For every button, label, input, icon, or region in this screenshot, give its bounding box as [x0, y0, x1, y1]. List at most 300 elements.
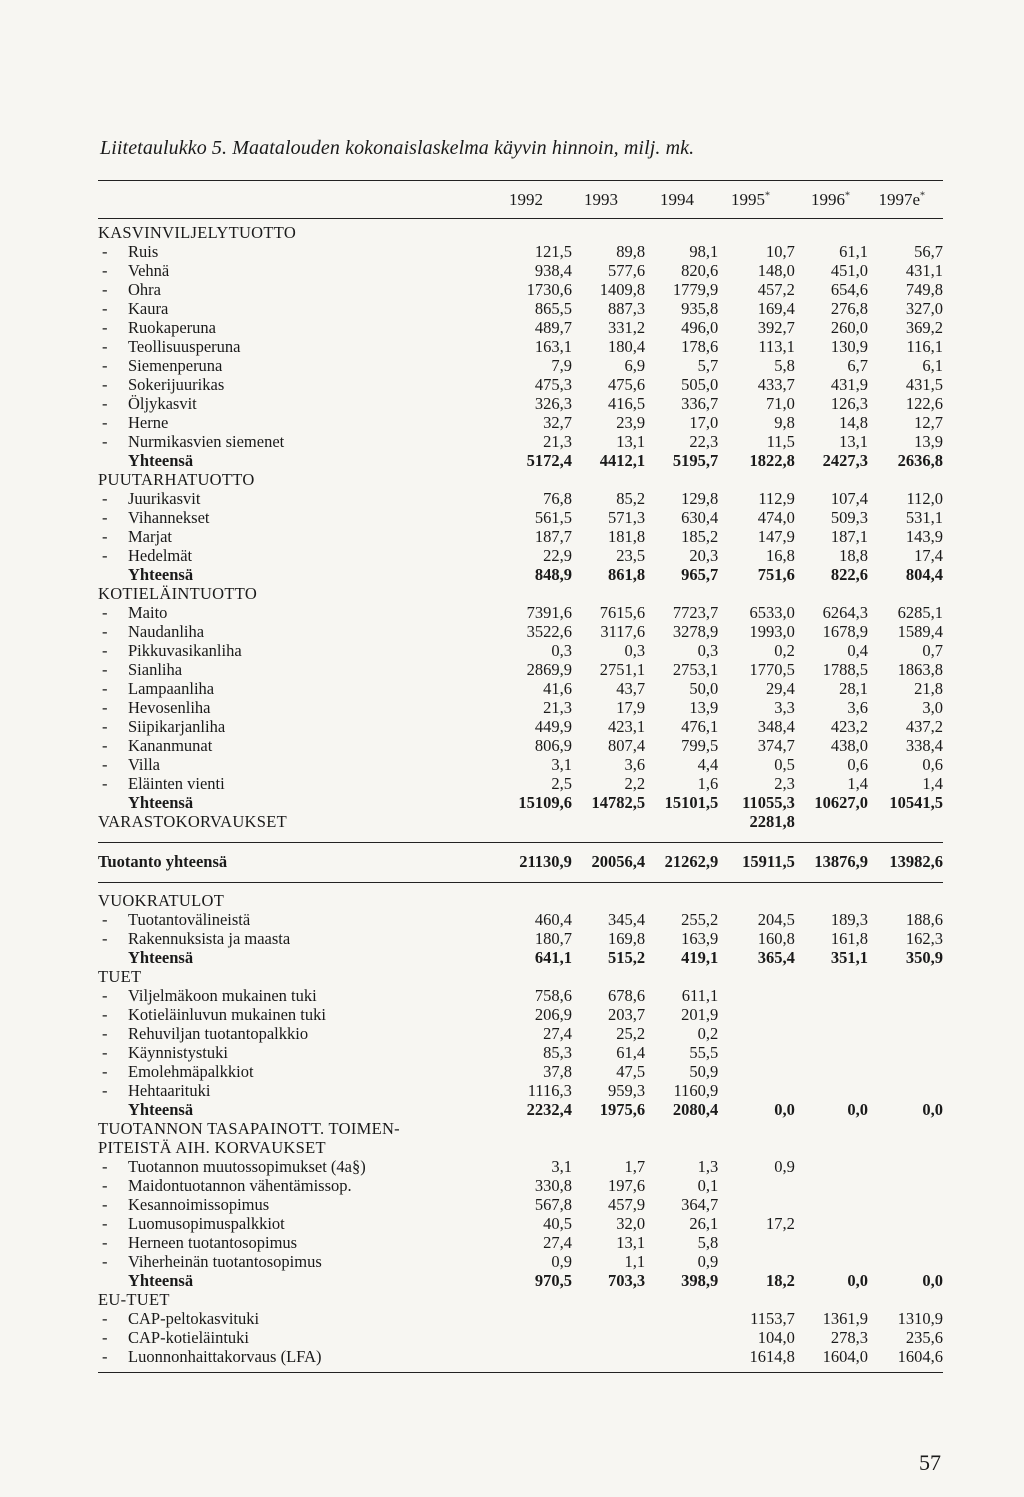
value-cell: 330,8: [534, 1176, 572, 1195]
value-cell: [795, 1290, 868, 1309]
data-table: [98, 223, 943, 1366]
row-label: Luomusopimuspalkkiot: [128, 1214, 285, 1233]
row-label: Rehuviljan tuotantopalkkio: [128, 1024, 309, 1043]
value-cell: 56,7: [914, 242, 943, 261]
row-label: Teollisuusperuna: [128, 337, 241, 356]
value-cell: [645, 891, 718, 910]
value-cell: [718, 1252, 795, 1271]
value-cell: 6264,3: [822, 603, 869, 622]
value-cell: 0,1: [697, 1176, 719, 1195]
value-cell: 2,3: [774, 774, 795, 793]
value-cell: [718, 1138, 795, 1157]
value-cell: 331,2: [607, 318, 646, 337]
value-cell: 0,7: [922, 641, 943, 660]
value-cell: 17,4: [914, 546, 943, 565]
value-cell: 423,2: [830, 717, 869, 736]
value-cell: [645, 584, 718, 603]
value-cell: 16,8: [765, 546, 795, 565]
value-cell: 11,5: [766, 432, 795, 451]
row-label: VARASTOKORVAUKSET: [98, 812, 287, 831]
value-cell: 0,9: [551, 1252, 572, 1271]
value-cell: [795, 1157, 868, 1176]
value-cell: 431,1: [905, 261, 943, 280]
value-cell: [868, 1176, 943, 1195]
value-cell: 47,5: [616, 1062, 646, 1081]
value-cell: [572, 470, 645, 489]
value-cell: 98,1: [689, 242, 719, 261]
table-row: - Luonnonhaittakorvaus (LFA) 1614,8 1604,0 1604,6: [102, 1347, 943, 1366]
value-cell: 197,6: [607, 1176, 646, 1195]
value-cell: [795, 1252, 868, 1271]
value-cell: 278,3: [830, 1328, 869, 1347]
value-cell: 14,8: [839, 413, 869, 432]
value-cell: 1153,7: [750, 1309, 795, 1328]
section-heading-row: [98, 223, 943, 242]
value-cell: 21,3: [543, 432, 572, 451]
value-cell: 3,1: [551, 755, 572, 774]
value-cell: 0,9: [774, 1157, 795, 1176]
value-cell: 326,3: [534, 394, 572, 413]
table-row: - Herneen tuotantosopimus 27,4 13,1 5,8: [98, 1233, 943, 1252]
value-cell: 1604,0: [822, 1347, 869, 1366]
row-label: TUOTANNON TASAPAINOTT. TOIMEN-: [98, 1119, 400, 1138]
value-cell: 40,5: [543, 1214, 572, 1233]
value-cell: 345,4: [607, 910, 646, 929]
table-row: - Sokerijuurikas 475,3 475,6 505,0 433,7 431,9 431,5: [102, 375, 943, 394]
value-cell: 61,1: [839, 242, 869, 261]
table-row: - Vehnä 938,4 577,6 820,6 148,0 451,0 431,1: [102, 261, 943, 280]
value-cell: 147,9: [757, 527, 795, 546]
value-cell: 187,7: [534, 527, 572, 546]
value-cell: [499, 1138, 572, 1157]
value-cell: 3522,6: [526, 622, 572, 641]
table-row: - Kotieläinluvun mukainen tuki 206,9 203,7 201,9: [98, 1005, 943, 1024]
value-cell: 365,4: [757, 948, 795, 967]
value-cell: [795, 584, 868, 603]
value-cell: [868, 1233, 943, 1252]
value-cell: 161,8: [830, 929, 869, 948]
value-cell: 203,7: [607, 1005, 646, 1024]
subtotal-row: [98, 948, 943, 967]
table-row: - Marjat 187,7 181,8 185,2 147,9 187,1 143,9: [102, 527, 943, 546]
row-label: Maito: [128, 603, 168, 622]
value-cell: [868, 1252, 943, 1271]
value-cell: 374,7: [757, 736, 795, 755]
row-label: Emolehmäpalkkiot: [128, 1062, 254, 1081]
value-cell: 160,8: [757, 929, 795, 948]
value-cell: 4,4: [697, 755, 719, 774]
row-label: Viljelmäkoon mukainen tuki: [128, 986, 317, 1005]
grand-total-row: [98, 848, 943, 874]
row-label: Yhteensä: [128, 565, 194, 584]
value-cell: 71,0: [765, 394, 795, 413]
value-cell: 3278,9: [672, 622, 719, 641]
value-cell: 7615,6: [599, 603, 646, 622]
table-row: - Teollisuusperuna 163,1 180,4 178,6 113,1 130,9 116,1: [102, 337, 943, 356]
row-label: Yhteensä: [128, 948, 194, 967]
value-cell: 822,6: [830, 565, 869, 584]
value-cell: 13,9: [914, 432, 943, 451]
value-cell: 41,6: [543, 679, 572, 698]
value-cell: 5,8: [697, 1233, 719, 1252]
value-cell: 50,0: [689, 679, 719, 698]
table-row: - Luomusopimuspalkkiot 40,5 32,0 26,1 17,2: [98, 1214, 943, 1233]
value-cell: 806,9: [534, 736, 572, 755]
value-cell: 1678,9: [822, 622, 869, 641]
value-cell: 235,6: [905, 1328, 943, 1347]
header-rule: [98, 218, 943, 219]
value-cell: 5172,4: [526, 451, 572, 470]
table-row: - Rakennuksista ja maasta 180,7 169,8 163,9 160,8 161,8 162,3: [102, 929, 943, 948]
value-cell: 423,1: [607, 717, 646, 736]
value-cell: 474,0: [757, 508, 795, 527]
value-cell: 2232,4: [526, 1100, 572, 1119]
value-cell: [795, 1119, 868, 1138]
table-row: [98, 812, 943, 831]
value-cell: [572, 891, 645, 910]
value-cell: 416,5: [607, 394, 646, 413]
value-cell: 162,3: [905, 929, 943, 948]
value-cell: 21130,9: [519, 851, 572, 871]
value-cell: 351,1: [830, 948, 869, 967]
value-cell: 654,6: [830, 280, 869, 299]
value-cell: 0,3: [551, 641, 572, 660]
row-label: TUET: [98, 967, 142, 986]
row-label: Tuotanto yhteensä: [98, 851, 228, 871]
value-cell: [645, 1138, 718, 1157]
value-cell: 126,3: [830, 394, 869, 413]
row-label: Kananmunat: [128, 736, 213, 755]
value-cell: [645, 223, 718, 242]
row-label: Naudanliha: [128, 622, 205, 641]
table-row: - Tuotannon muutossopimukset (4a§) 3,1 1,7 1,3 0,9: [98, 1157, 943, 1176]
table-row: - Juurikasvit 76,8 85,2 129,8 112,9 107,4 112,0: [102, 489, 943, 508]
value-cell: 17,2: [765, 1214, 795, 1233]
value-cell: 2869,9: [526, 660, 572, 679]
year-header: 1993: [584, 190, 618, 209]
year-header: 1997e*: [878, 190, 925, 209]
row-label: Käynnistystuki: [128, 1043, 228, 1062]
value-cell: [718, 1176, 795, 1195]
value-cell: [795, 1024, 868, 1043]
section-heading-row: [98, 1138, 943, 1157]
value-cell: 419,1: [681, 948, 719, 967]
total-rule-top: [98, 842, 943, 843]
value-cell: [795, 1005, 868, 1024]
value-cell: 505,0: [681, 375, 719, 394]
value-cell: [795, 1138, 868, 1157]
value-cell: [645, 1328, 718, 1347]
value-cell: 437,2: [905, 717, 943, 736]
value-cell: 32,7: [543, 413, 572, 432]
value-cell: [572, 1309, 645, 1328]
value-cell: [868, 1214, 943, 1233]
value-cell: 1975,6: [599, 1100, 646, 1119]
value-cell: [718, 967, 795, 986]
section-heading-row: [98, 891, 943, 910]
subtotal-row: [98, 565, 943, 584]
value-cell: [572, 1328, 645, 1347]
row-label: Kesannoimissopimus: [128, 1195, 270, 1214]
value-cell: 13982,6: [889, 851, 943, 871]
value-cell: 865,5: [534, 299, 572, 318]
value-cell: 5,8: [774, 356, 795, 375]
value-cell: 187,1: [830, 527, 869, 546]
table-row: - Kananmunat 806,9 807,4 799,5 374,7 438,0 338,4: [102, 736, 943, 755]
value-cell: [499, 1347, 572, 1366]
value-cell: [499, 967, 572, 986]
value-cell: 820,6: [681, 261, 719, 280]
value-cell: 148,0: [757, 261, 795, 280]
value-cell: [718, 470, 795, 489]
table-row: - Pikkuvasikanliha 0,3 0,3 0,3 0,2 0,4 0,7: [102, 641, 943, 660]
value-cell: 1770,5: [749, 660, 795, 679]
value-cell: 0,5: [774, 755, 795, 774]
table-row: - Sianliha 2869,9 2751,1 2753,1 1770,5 1788,5 1863,8: [102, 660, 943, 679]
value-cell: 630,4: [681, 508, 719, 527]
value-cell: [645, 1309, 718, 1328]
value-cell: 449,9: [534, 717, 572, 736]
value-cell: 0,6: [922, 755, 943, 774]
value-cell: 1604,6: [897, 1347, 943, 1366]
value-cell: 122,6: [905, 394, 943, 413]
value-cell: 206,9: [534, 1005, 572, 1024]
value-cell: 181,8: [607, 527, 646, 546]
value-cell: 1993,0: [749, 622, 795, 641]
value-cell: 398,9: [681, 1271, 719, 1290]
row-label: Vihannekset: [128, 508, 210, 527]
value-cell: [499, 1309, 572, 1328]
value-cell: 185,2: [681, 527, 719, 546]
row-label: Juurikasvit: [128, 489, 201, 508]
table-row: - Naudanliha 3522,6 3117,6 3278,9 1993,0 1678,9 1589,4: [102, 622, 943, 641]
table-caption: Liitetaulukko 5. Maatalouden kokonaislaskelma käyvin hinnoin, milj. mk.: [100, 137, 695, 159]
value-cell: 3,3: [774, 698, 795, 717]
value-cell: 561,5: [534, 508, 572, 527]
value-cell: 392,7: [757, 318, 795, 337]
value-cell: 1779,9: [672, 280, 719, 299]
value-cell: 1361,9: [822, 1309, 869, 1328]
bottom-rule: [98, 1372, 943, 1373]
row-label: Eläinten vienti: [128, 774, 225, 793]
value-cell: 1,4: [847, 774, 869, 793]
table-row: - Maito 7391,6 7615,6 7723,7 6533,0 6264,3 6285,1: [102, 603, 943, 622]
value-cell: 0,0: [847, 1271, 869, 1290]
row-label: KASVINVILJELYTUOTTO: [98, 223, 297, 242]
value-cell: 7,9: [551, 356, 572, 375]
section-heading-row: [98, 1290, 943, 1309]
value-cell: 10541,5: [889, 793, 943, 812]
value-cell: 970,5: [534, 1271, 572, 1290]
value-cell: 848,9: [534, 565, 572, 584]
value-cell: 9,8: [774, 413, 795, 432]
value-cell: [868, 584, 943, 603]
row-label: Tuotannon muutossopimukset (4a§): [128, 1157, 366, 1176]
row-label: Hevosenliha: [128, 698, 211, 717]
value-cell: [718, 1024, 795, 1043]
value-cell: 14782,5: [591, 793, 646, 812]
value-cell: 7391,6: [526, 603, 572, 622]
value-cell: 28,1: [839, 679, 869, 698]
value-cell: [868, 223, 943, 242]
value-cell: 22,9: [543, 546, 572, 565]
row-label: Hehtaarituki: [128, 1081, 211, 1100]
value-cell: 163,9: [681, 929, 719, 948]
value-cell: 451,0: [830, 261, 869, 280]
value-cell: 32,0: [616, 1214, 646, 1233]
value-cell: 938,4: [534, 261, 572, 280]
value-cell: 577,6: [607, 261, 646, 280]
value-cell: [499, 891, 572, 910]
row-label: Ohra: [128, 280, 161, 299]
subtotal-row: [98, 451, 943, 470]
value-cell: 571,3: [607, 508, 646, 527]
value-cell: [868, 1157, 943, 1176]
value-cell: [868, 1043, 943, 1062]
row-label: PUUTARHATUOTTO: [98, 470, 255, 489]
table-row: - Maidontuotannon vähentämissop. 330,8 197,6 0,1: [98, 1176, 943, 1195]
value-cell: [572, 1290, 645, 1309]
value-cell: 15101,5: [664, 793, 719, 812]
value-cell: [572, 967, 645, 986]
table-row: - Kesannoimissopimus 567,8 457,9 364,7: [98, 1195, 943, 1214]
value-cell: [718, 1005, 795, 1024]
value-cell: 143,9: [905, 527, 943, 546]
value-cell: 1160,9: [673, 1081, 719, 1100]
row-label: Öljykasvit: [128, 394, 197, 413]
value-cell: 861,8: [607, 565, 646, 584]
value-cell: 17,9: [616, 698, 646, 717]
table-row: - Käynnistystuki 85,3 61,4 55,5: [98, 1043, 943, 1062]
value-cell: 3,6: [847, 698, 869, 717]
value-cell: 0,3: [697, 641, 719, 660]
value-cell: [795, 967, 868, 986]
value-cell: 11055,3: [742, 793, 795, 812]
value-cell: 6533,0: [749, 603, 795, 622]
table-row: - Ruis 121,5 89,8 98,1 10,7 61,1 56,7: [102, 242, 943, 261]
table-row: - Herne 32,7 23,9 17,0 9,8 14,8 12,7: [102, 413, 943, 432]
value-cell: [868, 1005, 943, 1024]
value-cell: 431,9: [830, 375, 869, 394]
row-label: Ruokaperuna: [128, 318, 216, 337]
value-cell: 959,3: [607, 1081, 646, 1100]
value-cell: 509,3: [830, 508, 869, 527]
value-cell: 112,0: [906, 489, 943, 508]
value-cell: 23,9: [616, 413, 646, 432]
value-cell: 10627,0: [814, 793, 869, 812]
row-label: Yhteensä: [128, 1100, 194, 1119]
value-cell: 567,8: [534, 1195, 572, 1214]
section-heading-row: [98, 470, 943, 489]
value-cell: 6285,1: [897, 603, 943, 622]
value-cell: 37,8: [543, 1062, 572, 1081]
value-cell: [499, 812, 572, 831]
value-cell: 2751,1: [599, 660, 646, 679]
value-cell: 188,6: [905, 910, 943, 929]
value-cell: 460,4: [534, 910, 572, 929]
value-cell: [795, 1233, 868, 1252]
value-cell: 7723,7: [672, 603, 719, 622]
value-cell: [718, 1233, 795, 1252]
value-cell: [645, 470, 718, 489]
value-cell: 112,9: [758, 489, 795, 508]
value-cell: 13,1: [616, 1233, 646, 1252]
value-cell: 43,7: [616, 679, 646, 698]
value-cell: 433,7: [757, 375, 795, 394]
value-cell: 935,8: [681, 299, 719, 318]
row-label: Villa: [128, 755, 161, 774]
value-cell: 2,5: [551, 774, 572, 793]
row-label: EU-TUET: [98, 1290, 170, 1309]
value-cell: 348,4: [757, 717, 795, 736]
table-row: - Vihannekset 561,5 571,3 630,4 474,0 509,3 531,1: [102, 508, 943, 527]
value-cell: [718, 223, 795, 242]
value-cell: 3,6: [624, 755, 646, 774]
value-cell: 13876,9: [814, 851, 869, 871]
value-cell: 130,9: [830, 337, 869, 356]
value-cell: 2753,1: [672, 660, 719, 679]
value-cell: 5,7: [697, 356, 719, 375]
value-cell: 751,6: [757, 565, 795, 584]
value-cell: 2281,8: [749, 812, 795, 831]
table-row: - Hehtaarituki 1116,3 959,3 1160,9: [98, 1081, 943, 1100]
value-cell: 5195,7: [672, 451, 719, 470]
value-cell: 29,4: [765, 679, 795, 698]
value-cell: 3,1: [551, 1157, 572, 1176]
value-cell: 13,1: [839, 432, 869, 451]
value-cell: [572, 1119, 645, 1138]
value-cell: 1,1: [624, 1252, 646, 1271]
value-cell: 260,0: [830, 318, 869, 337]
value-cell: 21,8: [914, 679, 943, 698]
value-cell: [499, 584, 572, 603]
value-cell: [499, 1119, 572, 1138]
table-row: - Lampaanliha 41,6 43,7 50,0 29,4 28,1 21,8: [102, 679, 943, 698]
row-label: Yhteensä: [128, 451, 194, 470]
value-cell: [718, 1119, 795, 1138]
value-cell: 1116,3: [527, 1081, 572, 1100]
value-cell: 3117,6: [600, 622, 646, 641]
value-cell: [572, 1347, 645, 1366]
table-row: - Kaura 865,5 887,3 935,8 169,4 276,8 327,0: [102, 299, 943, 318]
value-cell: 107,4: [830, 489, 869, 508]
value-cell: [572, 223, 645, 242]
value-cell: 20056,4: [591, 851, 646, 871]
row-label: Luonnonhaittakorvaus (LFA): [128, 1347, 322, 1366]
value-cell: 15911,5: [742, 851, 795, 871]
table-row: - Hevosenliha 21,3 17,9 13,9 3,3 3,6 3,0: [102, 698, 943, 717]
value-cell: 23,5: [616, 546, 646, 565]
section-heading-row: [98, 584, 943, 603]
value-cell: 1,6: [697, 774, 719, 793]
row-label: Siemenperuna: [128, 356, 223, 375]
value-cell: [645, 967, 718, 986]
value-cell: [795, 223, 868, 242]
value-cell: 104,0: [757, 1328, 795, 1347]
value-cell: 15109,6: [518, 793, 572, 812]
table-row: - Viljelmäkoon mukainen tuki 758,6 678,6 611,1: [98, 986, 943, 1005]
value-cell: [718, 986, 795, 1005]
value-cell: [645, 1119, 718, 1138]
value-cell: [868, 470, 943, 489]
value-cell: 678,6: [607, 986, 646, 1005]
value-cell: 0,0: [922, 1271, 943, 1290]
value-cell: 0,9: [697, 1252, 719, 1271]
value-cell: 758,6: [534, 986, 572, 1005]
value-cell: 1,3: [697, 1157, 719, 1176]
section-heading-row: [98, 967, 943, 986]
value-cell: 749,8: [905, 280, 943, 299]
